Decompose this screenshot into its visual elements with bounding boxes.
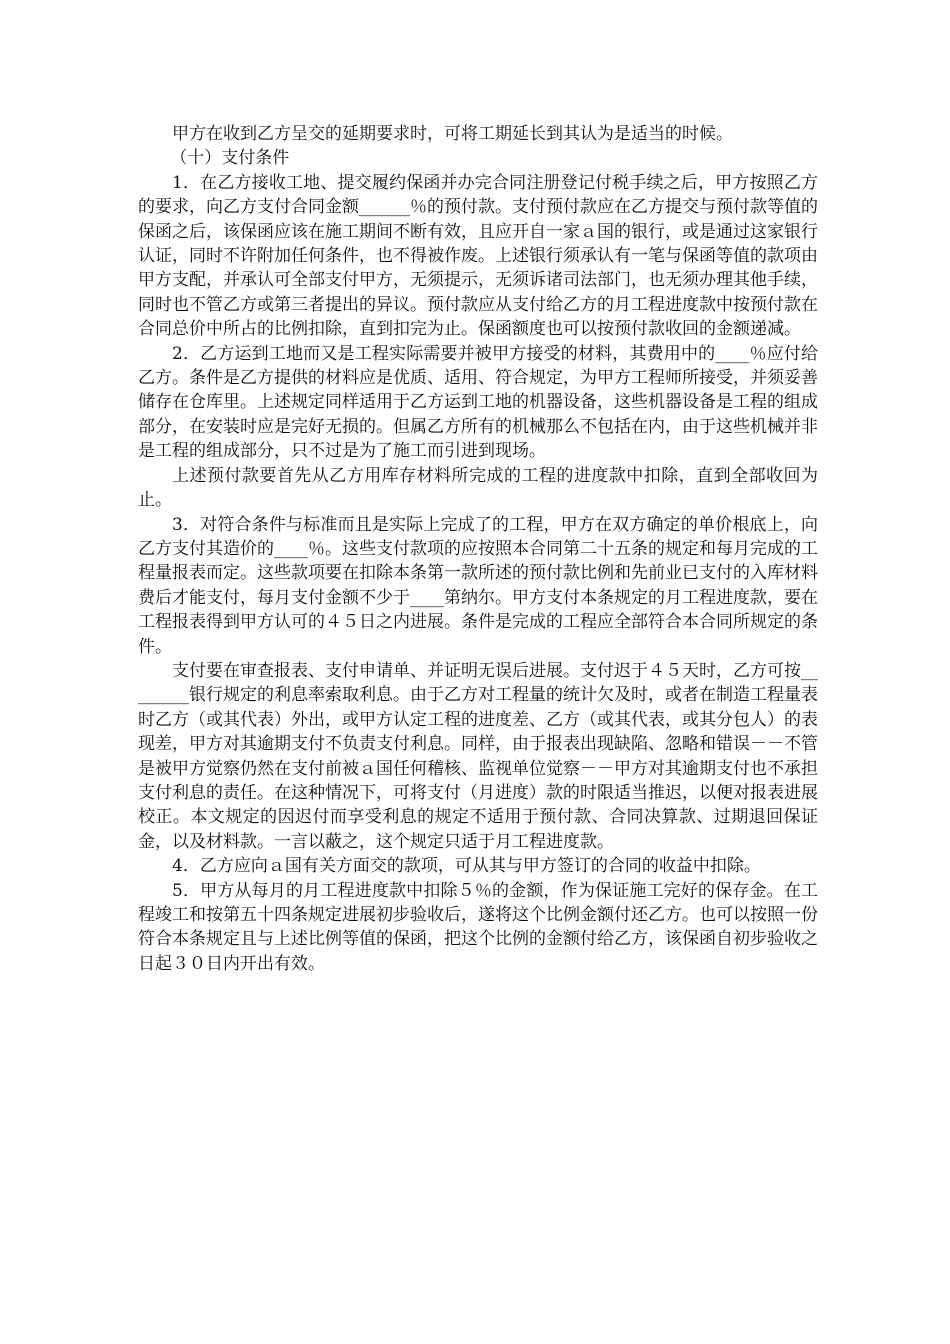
paragraph-clause-5-retention: 5．甲方从每月的月工程进度款中扣除５％的金额，作为保证施工完好的保存金。在工程竣工和按第五十四条规定进展初步验收后，遂将这个比例金额付还乙方。也可以按照一份符合本条规定且与上述比例等值的保函，把这个比例的金额付给乙方，该保函自初步验收之日起３０日内开出有效。 [138,880,818,974]
section-heading-payment-terms: （十）支付条件 [170,148,290,169]
paragraph-advance-deduction: 上述预付款要首先从乙方用库存材料所完成的工程的进度款中扣除，直到全部收回为止。 [138,465,818,511]
paragraph-clause-4-deductions: 4．乙方应向ａ国有关方面交的款项，可从其与甲方签订的合同的收益中扣除。 [172,856,761,877]
paragraph-clause-2-materials: 2．乙方运到工地而又是工程实际需要并被甲方接受的材料，其费用中的____％应付给乙方。条件是乙方提供的材料应是优质、适用、符合规定，为甲方工程师所接受，并须妥善储存在仓库里。上述规定同样适用于乙方运到工地的机器设备，这些机器设备是工程的组成部分，在安装时应是完好无损的。但属乙方所有的机械那么不包括在内，由于这些机械并非是工程的组成部分，只不过是为了施工而引进到现场。 [138,343,818,462]
paragraph-extension-period: 甲方在收到乙方呈交的延期要求时，可将工期延长到其认为是适当的时候。 [172,124,733,144]
paragraph-late-payment-interest: 支付要在审查报表、支付申请单、并证明无误后进展。支付迟于４５天时，乙方可按________银行规定的利息率索取利息。由于乙方对工程量的统计欠及时，或者在制造工程量表时乙方（或其代表）外出，或甲方认定工程的进度差、乙方（或其代表，或其分包人）的表现差，甲方对其逾期支付不负责支付利息。同样，由于报表出现缺陷、忽略和错误－－不管是被甲方觉察仍然在支付前被ａ国任何稽核、监视单位觉察－－甲方对其逾期支付也不承担支付利息的责任。在这种情况下，可将支付（月进度）款的时限适当推迟，以便对报表进展校正。本文规定的因迟付而享受利息的规定不适用于预付款、合同决算款、过期退回保证金，以及材料款。一言以蔽之，这个规定只适于月工程进度款。 [138,660,818,852]
paragraph-clause-3-progress-payment: 3．对符合条件与标准而且是实际上完成了的工程，甲方在双方确定的单价根底上，向乙方支付其造价的____％。这些支付款项的应按照本合同第二十五条的规定和每月完成的工程量报表而定。这些款项要在扣除本条第一款所述的预付款比例和先前业已支付的入库材料费后才能支付，每月支付金额不少于____第纳尔。甲方支付本条规定的月工程进度款，要在工程报表得到甲方认可的４５日之内进展。条件是完成的工程应全部符合本合同所规定的条件。 [138,514,818,657]
paragraph-clause-1-advance-payment: 1．在乙方接收工地、提交履约保函并办完合同注册登记付税手续之后，甲方按照乙方的要求，向乙方支付合同金额______％的预付款。支付预付款应在乙方提交与预付款等值的保函之后，该保函应该在施工期间不断有效，且应开自一家ａ国的银行，或是通过这家银行认证，同时不许附加任何条件，也不得被作废。上述银行须承认有一笔与保函等值的款项由甲方支配，并承认可全部支付甲方，无须提示，无须诉诸司法部门，也无须办理其他手续，同时也不管乙方或第三者提出的异议。预付款应从支付给乙方的月工程进度款中按预付款在合同总价中所占的比例扣除，直到扣完为止。保函额度也可以按预付款收回的金额递减。 [138,172,818,340]
document-body [138,122,818,976]
